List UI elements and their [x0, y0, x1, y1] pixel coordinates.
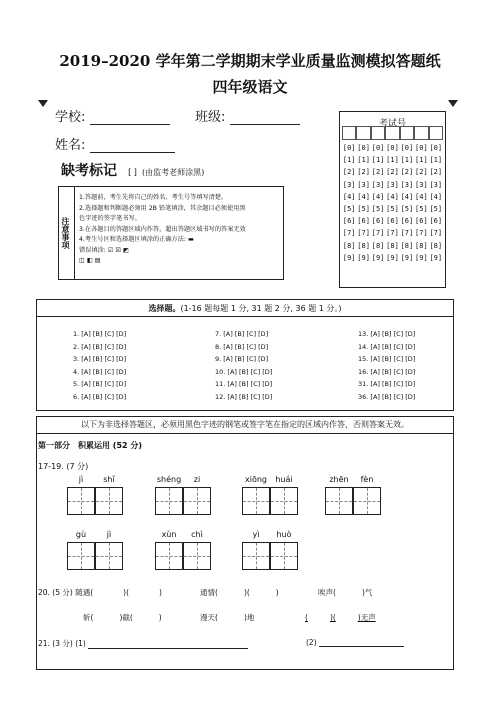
- exam-digit-option[interactable]: [7]: [357, 229, 370, 238]
- exam-digit-option[interactable]: [7]: [342, 229, 356, 238]
- choice-question[interactable]: 6. [A] [B] [C] [D]: [73, 392, 127, 401]
- answer-area-warning: 以下为非选择答题区，必须用黑色字迹的钢笔或签字笔在指定的区域内作答，否则答案无效。: [36, 416, 454, 434]
- character-grid-cell[interactable]: [270, 542, 298, 570]
- q20-text-l: 漫天(: [200, 613, 218, 622]
- character-grid-cell[interactable]: [155, 487, 183, 515]
- pinyin-label: xiōng: [245, 475, 267, 484]
- choice-question[interactable]: 10. [A] [B] [C] [D]: [215, 367, 273, 376]
- q21-answer-2[interactable]: [319, 639, 404, 647]
- exam-digit-option[interactable]: [8]: [400, 241, 414, 250]
- exam-digit-option[interactable]: [2]: [371, 168, 385, 177]
- exam-digit-option[interactable]: [5]: [386, 205, 399, 214]
- q21-row-b: [306, 638, 404, 647]
- school-label: 学校:: [55, 110, 86, 125]
- choice-question[interactable]: 14. [A] [B] [C] [D]: [358, 342, 416, 351]
- name-input[interactable]: [90, 139, 175, 153]
- exam-digit-option[interactable]: [4]: [415, 192, 428, 201]
- character-grid-cell[interactable]: [325, 487, 353, 515]
- choice-column-2: [215, 330, 272, 405]
- exam-digit-option[interactable]: [0]: [386, 144, 399, 152]
- choice-question[interactable]: 4. [A] [B] [C] [D]: [73, 367, 127, 376]
- exam-digit-option[interactable]: [1]: [357, 156, 370, 165]
- pinyin-label: shǐ: [103, 475, 115, 484]
- q21-label: 21. (3 分) (1): [38, 639, 86, 648]
- choice-question[interactable]: 9. [A] [B] [C] [D]: [215, 355, 269, 363]
- character-grid-cell[interactable]: [270, 487, 298, 515]
- choice-question[interactable]: 1. [A] [B] [C] [D]: [73, 330, 127, 338]
- exam-number-title: 考试号: [378, 119, 406, 129]
- notes-box: [58, 186, 284, 280]
- choice-question[interactable]: 3. [A] [B] [C] [D]: [73, 355, 127, 363]
- choice-question[interactable]: 2. [A] [B] [C] [D]: [73, 342, 127, 351]
- q20-text-d: 通情(: [200, 588, 218, 597]
- exam-digit-option[interactable]: [3]: [400, 180, 414, 189]
- exam-digit-option[interactable]: [4]: [429, 192, 443, 201]
- q20-row1: [38, 587, 162, 598]
- exam-digit-option[interactable]: [9]: [429, 253, 443, 262]
- q20-text-i: 斩(: [83, 613, 94, 622]
- choice-question[interactable]: 31. [A] [B] [C] [D]: [358, 380, 416, 388]
- exam-cell[interactable]: [429, 126, 443, 140]
- exam-cell[interactable]: [371, 126, 385, 140]
- pinyin-label: jì: [78, 475, 84, 484]
- notes-item: 2.选择题和判断题必须用 2B 铅笔填涂，其余题目必须使用黑: [79, 204, 246, 212]
- notes-item: 色字迹的签字笔书写。: [79, 215, 141, 222]
- q21-answer-1[interactable]: [88, 641, 248, 649]
- exam-digit-option[interactable]: [7]: [371, 229, 385, 238]
- class-input[interactable]: [230, 111, 300, 125]
- name-field: [55, 134, 175, 153]
- exam-digit-option[interactable]: [6]: [400, 217, 414, 226]
- character-grid-cell[interactable]: [155, 542, 183, 570]
- exam-digit-option[interactable]: [9]: [400, 253, 414, 262]
- exam-digit-option[interactable]: [5]: [400, 205, 414, 214]
- q20-row1b: [200, 587, 279, 598]
- character-grid-cell[interactable]: [353, 487, 381, 515]
- exam-digit-option[interactable]: [4]: [400, 192, 414, 201]
- pinyin-label: xùn: [161, 530, 177, 539]
- exam-digit-option[interactable]: [8]: [386, 241, 399, 250]
- exam-digit-option[interactable]: [3]: [415, 180, 428, 189]
- q20-text-k: ): [158, 613, 162, 622]
- pinyin-label: fèn: [360, 475, 374, 484]
- exam-digit-option[interactable]: [2]: [357, 168, 370, 177]
- choice-question[interactable]: 15. [A] [B] [C] [D]: [358, 355, 416, 363]
- q20-text-f: ): [275, 588, 279, 597]
- exam-digit-option[interactable]: [2]: [429, 168, 443, 177]
- notes-list: [79, 193, 279, 267]
- character-grid-cell[interactable]: [67, 542, 95, 570]
- q20-text-c: ): [159, 588, 162, 597]
- choice-question[interactable]: 11. [A] [B] [C] [D]: [215, 380, 273, 388]
- exam-digit-option[interactable]: [5]: [371, 205, 385, 214]
- exam-digit-option[interactable]: [7]: [415, 229, 428, 238]
- q20-text-p: )无声: [357, 613, 376, 622]
- character-grid-cell[interactable]: [183, 487, 211, 515]
- q20-row2: [83, 612, 162, 623]
- exam-digit-option[interactable]: [0]: [357, 144, 370, 152]
- choice-title: 选择题。: [148, 304, 181, 313]
- q20-text-n: (: [305, 613, 308, 622]
- exam-digit-option[interactable]: [6]: [386, 217, 399, 226]
- pinyin-label: jì: [106, 530, 112, 539]
- notes-item: ◫ ◧ ▤: [79, 257, 101, 264]
- exam-digit-option[interactable]: [1]: [371, 156, 385, 165]
- exam-digit-option[interactable]: [4]: [386, 192, 399, 201]
- exam-digit-option[interactable]: [4]: [371, 192, 385, 201]
- exam-digit-option[interactable]: [8]: [415, 241, 428, 250]
- pinyin-label: huái: [275, 475, 293, 484]
- character-grid-cell[interactable]: [242, 542, 270, 570]
- corner-mark-top-right: [448, 100, 458, 107]
- exam-digit-option[interactable]: [3]: [357, 180, 370, 189]
- page-title: 2019–2020 学年第二学期期末学业质量监测模拟答题纸: [59, 52, 441, 70]
- choice-question[interactable]: 13. [A] [B] [C] [D]: [358, 330, 416, 338]
- exam-digit-option[interactable]: [3]: [371, 180, 385, 189]
- class-label: 班级:: [195, 110, 226, 125]
- q20-text-h: )气: [361, 588, 373, 597]
- exam-digit-option[interactable]: [2]: [415, 168, 428, 177]
- part1-heading: 第一部分 积累运用 (52 分): [38, 441, 143, 450]
- notes-label: 注意事项: [59, 187, 75, 279]
- exam-digit-option[interactable]: [6]: [357, 217, 370, 226]
- school-field: [55, 106, 170, 125]
- choice-section: [36, 299, 454, 411]
- exam-digit-option[interactable]: [0]: [415, 144, 428, 152]
- exam-digit-option[interactable]: [8]: [342, 241, 356, 250]
- exam-digit-option[interactable]: [6]: [429, 217, 443, 226]
- exam-digit-option[interactable]: [5]: [429, 205, 443, 214]
- q20-text-e: )(: [243, 588, 250, 597]
- exam-digit-option[interactable]: [8]: [371, 241, 385, 250]
- exam-digit-option[interactable]: [3]: [386, 180, 399, 189]
- exam-digit-option[interactable]: [5]: [342, 205, 356, 214]
- exam-digit-option[interactable]: [1]: [386, 156, 399, 165]
- exam-digit-option[interactable]: [4]: [357, 192, 370, 201]
- exam-number-grid: [342, 142, 443, 264]
- choice-question[interactable]: 36. [A] [B] [C] [D]: [358, 392, 416, 401]
- q20-row1c: [318, 587, 372, 598]
- absent-mark: [61, 160, 204, 180]
- exam-digit-option[interactable]: [4]: [342, 192, 356, 201]
- exam-digit-option[interactable]: [3]: [429, 180, 443, 189]
- corner-mark-top-left: [38, 100, 48, 107]
- q20-row2c: [305, 612, 376, 623]
- exam-digit-option[interactable]: [0]: [342, 144, 356, 152]
- choice-column-1: [73, 330, 126, 405]
- exam-digit-option[interactable]: [9]: [415, 253, 428, 262]
- exam-digit-option[interactable]: [9]: [371, 253, 385, 262]
- choice-instructions: (1-16 题每题 1 分, 31 题 2 分, 36 题 1 分。): [180, 304, 342, 313]
- exam-digit-option[interactable]: [2]: [342, 168, 356, 177]
- exam-digit-option[interactable]: [9]: [357, 253, 370, 262]
- choice-question[interactable]: 5. [A] [B] [C] [D]: [73, 380, 127, 388]
- exam-cell[interactable]: [356, 126, 370, 140]
- q21-row: [38, 638, 248, 649]
- pinyin-label: chì: [191, 530, 203, 539]
- exam-digit-option[interactable]: [7]: [386, 229, 399, 238]
- notes-item: 4.考生号区和选择题区填涂的正确方法: ▬: [79, 236, 194, 243]
- exam-digit-option[interactable]: [1]: [429, 156, 443, 165]
- q20-text-b: )(: [123, 588, 130, 597]
- exam-number-box: [339, 111, 446, 288]
- q20-text-j: )截(: [119, 613, 133, 622]
- exam-digit-option[interactable]: [9]: [342, 253, 356, 262]
- exam-digit-option[interactable]: [8]: [429, 241, 443, 250]
- q17-label: 17-19. (7 分): [38, 462, 89, 471]
- exam-digit-option[interactable]: [0]: [429, 144, 443, 152]
- q20-row2b: [200, 612, 254, 623]
- pinyin-label: huò: [276, 530, 292, 539]
- exam-digit-option[interactable]: [6]: [342, 217, 356, 226]
- choice-header: [37, 303, 453, 314]
- character-grid-cell[interactable]: [242, 487, 270, 515]
- exam-number-cells: [342, 126, 443, 140]
- pinyin-label: zi: [193, 475, 201, 484]
- choice-question[interactable]: 7. [A] [B] [C] [D]: [215, 330, 269, 338]
- notes-item: 3.在各题目的答题区域内作答，超出答题区域书写的答案无效: [79, 225, 246, 233]
- pinyin-label: gù: [75, 530, 87, 539]
- name-label: 姓名:: [55, 138, 86, 153]
- q20-text-m: )地: [243, 613, 255, 622]
- exam-digit-option[interactable]: [2]: [386, 168, 399, 177]
- choice-question[interactable]: 16. [A] [B] [C] [D]: [358, 367, 416, 376]
- q20-text-a: 随遇(: [75, 588, 94, 597]
- notes-item: 错误填涂: ☑ ☒ ◩: [79, 246, 129, 254]
- exam-digit-option[interactable]: [0]: [371, 144, 385, 152]
- school-input[interactable]: [90, 111, 170, 125]
- character-grid-cell[interactable]: [95, 542, 123, 570]
- character-grid-cell[interactable]: [95, 487, 123, 515]
- exam-digit-option[interactable]: [6]: [415, 217, 428, 226]
- page-subtitle: 四年级语文: [212, 78, 288, 96]
- q20-label: 20. (5 分): [38, 588, 73, 597]
- absent-label: 缺考标记: [61, 163, 117, 179]
- absent-note: (由监考老师涂黑): [141, 168, 205, 177]
- pinyin-label: yì: [252, 530, 260, 539]
- class-field: [195, 106, 300, 125]
- pinyin-label: shéng: [156, 475, 182, 484]
- exam-digit-option[interactable]: [0]: [400, 144, 414, 152]
- q21-label-2: (2): [306, 638, 317, 647]
- exam-digit-option[interactable]: [1]: [400, 156, 414, 165]
- exam-digit-option[interactable]: [9]: [386, 253, 399, 262]
- exam-cell[interactable]: [385, 126, 399, 140]
- exam-digit-option[interactable]: [3]: [342, 180, 356, 189]
- exam-cell[interactable]: [400, 126, 414, 140]
- q20-text-o: )(: [329, 613, 336, 622]
- exam-digit-option[interactable]: [5]: [357, 205, 370, 214]
- exam-digit-option[interactable]: [2]: [400, 168, 414, 177]
- choice-question[interactable]: 12. [A] [B] [C] [D]: [215, 392, 273, 401]
- exam-cell[interactable]: [342, 126, 356, 140]
- exam-digit-option[interactable]: [5]: [415, 205, 428, 214]
- exam-digit-option[interactable]: [7]: [429, 229, 443, 238]
- choice-column-3: [358, 330, 415, 405]
- character-grid-cell[interactable]: [183, 542, 211, 570]
- exam-digit-option[interactable]: [8]: [357, 241, 370, 250]
- exam-digit-option[interactable]: [7]: [400, 229, 414, 238]
- exam-cell[interactable]: [414, 126, 428, 140]
- exam-digit-option[interactable]: [1]: [342, 156, 356, 165]
- exam-digit-option[interactable]: [6]: [371, 217, 385, 226]
- q20-text-g: 唉声(: [318, 588, 336, 597]
- character-grid-cell[interactable]: [67, 487, 95, 515]
- pinyin-label: zhēn: [329, 475, 349, 484]
- choice-question[interactable]: 8. [A] [B] [C] [D]: [215, 342, 269, 351]
- notes-item: 1.答题前，考生先将自己的姓名、考生号等填写清楚。: [79, 194, 228, 201]
- absent-checkbox[interactable]: [ ]: [128, 168, 137, 177]
- exam-digit-option[interactable]: [1]: [415, 156, 428, 165]
